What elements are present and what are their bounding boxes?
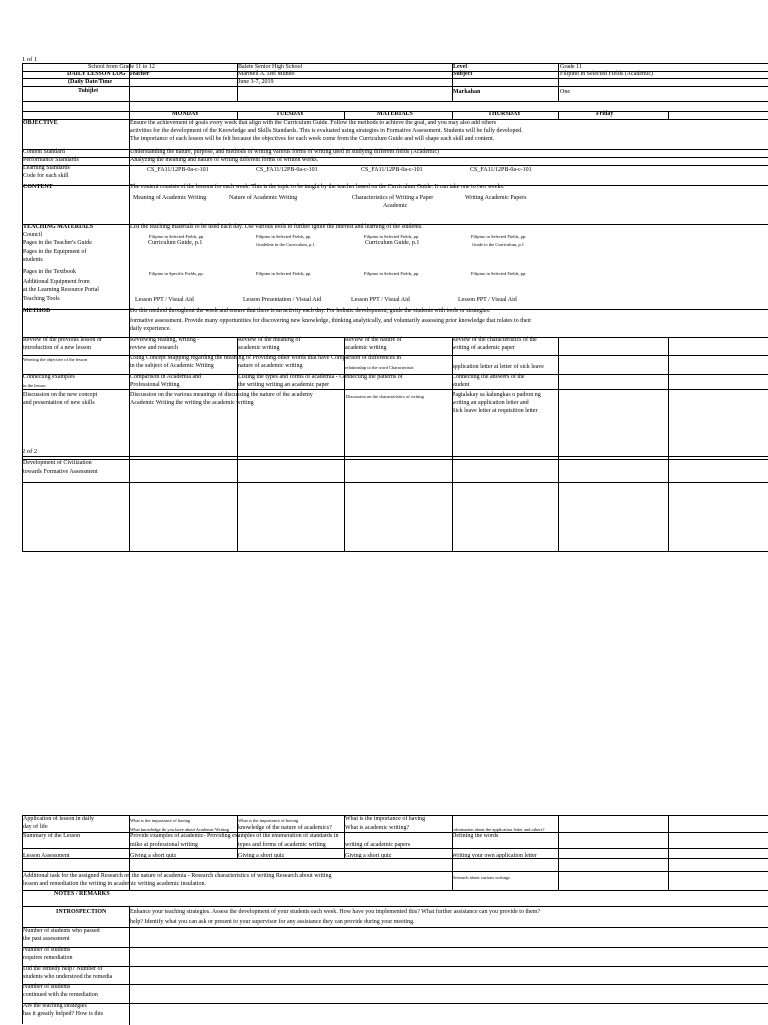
discussion-thursday-3: Sick leave letter at requisition letter: [452, 408, 538, 414]
guide-wednesday: Curriculum Guide, p.1: [365, 240, 420, 246]
col-line: [558, 816, 559, 890]
guide-monday: Curriculum Guide, p.1: [148, 240, 203, 246]
application-monday: What is the importance of having: [130, 818, 191, 823]
weaving-monday: Using Concept Mapping regarding the meaning of Providing other words that have Comparison of differences in: [130, 355, 401, 361]
review-label: Review of the previous lesson or: [23, 337, 102, 343]
assessment-tuesday: Giving a short quiz: [238, 853, 285, 859]
learning-standards-label: Learning Standards: [23, 165, 70, 171]
connecting-tuesday: Listing the types and forms of academia - Connecting the patterns of: [238, 374, 403, 380]
additional-equipment-label-2: at the Learning Resource Portal: [23, 287, 99, 293]
row-continued-label-2: continued with the remediation: [23, 992, 98, 998]
day-tuesday: TUESDAY: [276, 111, 305, 117]
col-line: [237, 460, 238, 482]
page-divider-2: [22, 456, 768, 457]
date-value: June 3-7, 2019: [238, 79, 274, 85]
application-tuesday: What is the importance of having: [238, 818, 299, 823]
discussion-wednesday: Discussion on the characteristics of writing: [346, 394, 424, 399]
school-value: Balete Senior High School: [238, 64, 303, 70]
week-label: Tuhijlet: [78, 88, 99, 94]
code-tuesday: CS_FA11/12PB-0a-c-101: [256, 167, 318, 173]
teaching-materials-text: List the teaching materials to be used each day. Use various tools to further ignite the interest and learning of the students.: [130, 224, 423, 230]
weaving-wednesday: relationship to the word Characteristic: [345, 365, 414, 370]
dll-label: DAILY LESSON LOG: [67, 71, 126, 77]
textbook-monday: Filipino in Specific Fields, pp.: [149, 271, 204, 276]
row-line: [23, 927, 768, 928]
discussion-monday: Discussion on the various meanings of discussing the nature of the academy: [130, 392, 313, 398]
summary-tuesday-2: types and forms of academic writing: [238, 842, 326, 848]
date-label: (Daily Date/Time: [68, 79, 113, 85]
teacher-value: Marinell A. Del Mundo: [238, 71, 295, 77]
review-monday-2: review and research: [130, 345, 178, 351]
code-thursday: CS_FA11/12PB-0a-c-101: [470, 167, 532, 173]
topic-tuesday: Nature of Academic Writing: [229, 195, 298, 201]
method-label: METHOD: [23, 308, 51, 314]
summary-label: Summary of the Lesson: [23, 833, 81, 839]
council-thursday: Filipino in Selected Fields, pp.: [471, 234, 527, 239]
application-label-2: day of life: [23, 824, 48, 830]
method-text-2: formative assessment. Provide many opportunities for discovering new knowledge, thinking analytically, and voluntarily assessing prior knowledge that relates to their: [130, 318, 532, 324]
guide-thursday: Guide to the Curriculum, p.1: [472, 242, 524, 247]
row-strategies-label-2: has it greatly helped? How is this: [23, 1011, 103, 1017]
additional-task-label-2: lesson and remediation the writing in academic writing academic insulation.: [23, 881, 206, 887]
method-text-1: Do this method throughout the week and ensure that there is an activity each day. For holistic development, guide the students with tools or strategies.: [130, 308, 491, 314]
connecting-label-2: in the lesson: [23, 383, 46, 388]
equipment-label: Pages in the Equipment of: [23, 249, 87, 255]
col-line: [558, 111, 559, 119]
row-strategies-label: Are the teaching strategies: [23, 1003, 87, 1009]
col-line: [344, 460, 345, 482]
summary-thursday: Defining the words: [452, 833, 499, 839]
weaving-label: Weaving the objective of the lesson: [23, 357, 87, 362]
teachers-guide-label: Pages in the Teacher's Guide: [23, 240, 92, 246]
col-line: [668, 816, 669, 890]
content-label: CONTENT: [23, 184, 53, 190]
teacher-label: Teacher: [129, 71, 150, 77]
topic-thursday: Writing Academic Papers: [465, 195, 527, 201]
col-line: [344, 111, 345, 119]
weaving-thursday: application letter at letter of sick leave: [452, 364, 544, 370]
row-line: [23, 947, 768, 948]
row-line: [23, 86, 768, 87]
introspection-label: INTROSPECTION: [56, 909, 107, 915]
application-thursday: Information about the application letter and others?: [452, 827, 545, 832]
council-label: Council: [23, 232, 42, 238]
col-line: [237, 111, 238, 119]
objective-text-1: Ensure the achievement of goals every week that align with the Curriculum Guide. Follow the methods to achieve the goal, and you may also add others: [130, 120, 497, 126]
tools-wednesday: Lesson PPT / Visual Aid: [351, 297, 410, 303]
topic-wednesday: Characteristics of Writing a Paper: [352, 195, 434, 201]
textbook-thursday: Filipino in Selected Fields, pp.: [471, 271, 527, 276]
row-remedy-label-2: students who understood the remedia: [23, 974, 113, 980]
method-text-3: daily experience.: [130, 326, 171, 332]
application-wednesday: What is the importance of having: [345, 816, 426, 822]
row-line: [23, 165, 768, 166]
connecting-monday-2: Professional Writing: [130, 382, 180, 388]
row-remedy-label: Did the remedy help? Number of: [23, 966, 103, 972]
development-label-2: towards Formative Assessment: [23, 469, 98, 475]
col-line: [668, 337, 669, 551]
col-line: [668, 111, 669, 119]
row-line: [23, 101, 768, 102]
code-monday: CS_FA11/12PB-0a-c-101: [147, 167, 209, 173]
review-thursday-2: writing of academic paper: [452, 345, 515, 351]
introspection-text-1: Enhance your teaching strategies. Assess the development of your students each week. How have you implemented this? What further assistance can you provide to them?: [130, 909, 541, 915]
application-monday-2: What knowledge do you have about Academic Writing: [130, 827, 229, 832]
row-line: [23, 890, 768, 891]
day-monday: MONDAY: [172, 111, 200, 117]
additional-task-label: Additional task for the assigned Research on the nature of academia - Research characteristics of writing Research about writing: [23, 873, 332, 879]
discussion-thursday: Pagtalakay sa kalungkas o padron ng: [452, 392, 541, 398]
row-remediation-label-2: requires remediation: [23, 955, 73, 961]
application-tuesday-2: knowledge of the nature of academics?: [238, 825, 332, 831]
discussion-thursday-2: writing an application letter and: [452, 400, 529, 406]
review-tuesday: Review of the meaning of: [238, 337, 301, 343]
guide-tuesday: Guideline in the Curriculum, p.1: [256, 242, 315, 247]
page-number-label: 1 of 1: [22, 56, 38, 63]
col-line: [668, 460, 669, 482]
textbook-tuesday: Filipino in Selected Fields, pp.: [256, 271, 312, 276]
row-line: [23, 984, 768, 985]
tools-tuesday: Lesson Presentation / Visual Aid: [243, 297, 322, 303]
objective-text-2: activities for the development of the Knowledge and Skills Standards. This is evaluated using strategies in Formative Assessment. Students will be fully developed.: [130, 128, 523, 134]
school-label: School from Grade 11 to 12: [88, 64, 155, 70]
day-friday: Friday: [596, 111, 614, 117]
connecting-tuesday-2: the writing writing an academic paper: [238, 382, 330, 388]
equipment-label-2: students: [23, 257, 43, 263]
learning-standards-label-2: Code for each skill: [23, 173, 69, 179]
review-wednesday-2: academic writing: [345, 345, 387, 351]
additional-equipment-label: Additional Equipment from: [23, 279, 90, 285]
subject-label: Subject: [453, 71, 473, 77]
application-label: Application of lesson in daily: [23, 816, 94, 822]
level-value: Grade 11: [560, 64, 582, 70]
objective-label: OBJECTIVE: [23, 120, 58, 126]
weaving-monday-2: in the subject of Academic Writing: [130, 363, 214, 369]
introspection-text-2: help? Identify what you can ask or present to your supervisor for any assistance they can provide during your meeting.: [130, 919, 415, 925]
page-number-label-2: 2 of 2: [22, 448, 38, 455]
col-line: [452, 111, 453, 119]
objective-text-3: The importance of each lesson will be felt because the objectives for each week come from the Curriculum Guide and will shape each skill and content.: [130, 136, 495, 142]
quarter-value: One: [560, 89, 570, 95]
topic-wednesday-2: Academic: [383, 203, 408, 209]
code-wednesday: CS_FA11/12PB-0a-c-101: [361, 167, 423, 173]
additional-task-thursday: Research about various writings: [452, 875, 510, 880]
performance-standard-label: Performance Standards: [23, 157, 79, 163]
row-passed-label: Number of students who passed: [23, 928, 100, 934]
textbook-wednesday: Filipino in Selected Fields, pp.: [364, 271, 420, 276]
review-tuesday-2: academic writing: [238, 345, 280, 351]
council-monday: Filipino in Selected Fields, pp.: [149, 234, 205, 239]
notes-remarks-label: NOTES / REMARKS: [54, 891, 110, 897]
summary-wednesday-2: writing of academic papers: [345, 842, 411, 848]
performance-standard-text: Analyzing the meaning and nature of writing different forms of written works.: [130, 157, 319, 163]
connecting-label: Connecting examples: [23, 374, 75, 380]
review-label-2: introduction of a new lesson: [23, 345, 91, 351]
teaching-materials-label: TEACHING MATERIALS: [23, 224, 94, 230]
col-line: [558, 460, 559, 482]
tools-thursday: Lesson PPT / Visual Aid: [458, 297, 517, 303]
row-line: [23, 871, 768, 872]
content-standard-text: Understanding the nature, purpose, and methods of writing various forms of writing used in studying different fields (Academic): [130, 149, 439, 155]
row-line: [23, 906, 768, 907]
application-wednesday-2: What is academic writing?: [345, 825, 410, 831]
summary-monday: Provide examples of academic- Providing examples of the enumeration of standards in: [130, 833, 339, 839]
teaching-tools-label: Teaching Tools: [23, 296, 60, 302]
page2-table: [22, 459, 768, 483]
discussion-monday-2: Academic Writing the writing the academic writing: [130, 400, 254, 406]
council-tuesday: Filipino in Selected Fields, pp.: [256, 234, 312, 239]
tools-monday: Lesson PPT / Visual Aid: [135, 297, 194, 303]
content-text: The content consists of the lessons for each week. This is the topic to be taught by the teacher based on the Curriculum Guide. It can take one to two weeks.: [130, 184, 505, 190]
development-label: Development of Civilization: [23, 460, 92, 466]
level-label: Level: [453, 64, 467, 70]
content-standard-label: Content Standard: [23, 149, 65, 155]
row-remediation-label: Number of students: [23, 947, 71, 953]
connecting-thursday: Connecting the answers of the: [452, 374, 525, 380]
row-line: [23, 1003, 768, 1004]
textbook-label: Pages in the Textbook: [23, 269, 76, 275]
assessment-monday: Giving a short quiz: [130, 853, 177, 859]
col-line: [558, 337, 559, 551]
row-continued-label: Number of students: [23, 984, 71, 990]
assessment-wednesday: Giving a short quiz: [345, 853, 392, 859]
council-wednesday: Filipino in Selected Fields, pp.: [364, 234, 420, 239]
connecting-thursday-2: student: [452, 382, 470, 388]
row-line: [23, 966, 768, 967]
discussion-label-2: and presentation of new skills: [23, 400, 95, 406]
day-thursday: THURSDAY: [488, 111, 522, 117]
topic-monday: Meaning of Academic Writing: [133, 195, 207, 201]
col-line: [558, 64, 559, 101]
discussion-label: Discussion on the new concept: [23, 392, 98, 398]
summary-monday-2: miko at professional writing: [130, 842, 198, 848]
col-line: [129, 460, 130, 482]
connecting-monday: Comparison in Academia and: [130, 374, 202, 380]
col-line: [452, 460, 453, 482]
assessment-label: Lesson Assessment: [23, 853, 70, 859]
subject-value: Filipino in Selected Fields (Academic): [560, 71, 653, 77]
weaving-tuesday-2: nature of academic writing: [238, 363, 303, 369]
day-materials: MATERIALS: [377, 111, 413, 117]
row-passed-label-2: the past assessment: [23, 936, 70, 942]
review-monday: Reviewing reading, writing -: [130, 337, 200, 343]
review-wednesday: Review of the nature of: [345, 337, 402, 343]
assessment-thursday: Writing your own application letter: [452, 853, 537, 859]
review-thursday: Review of the characteristics of the: [452, 337, 537, 343]
quarter-label: Markahan: [453, 89, 481, 95]
